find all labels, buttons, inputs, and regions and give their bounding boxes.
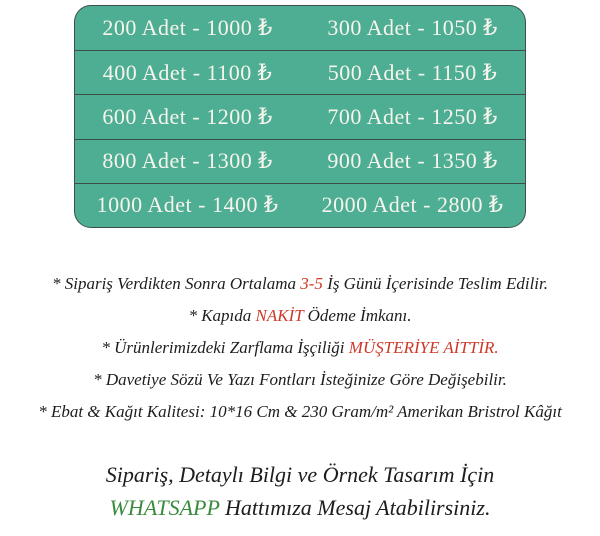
price-cell-right: 2000 Adet - 2800 ₺ (321, 192, 504, 218)
note-highlight: NAKİT (255, 306, 304, 325)
table-row (75, 6, 525, 50)
note-line (0, 396, 600, 428)
footer-cta-line2 (0, 491, 600, 524)
table-row (75, 94, 525, 138)
note-highlight: 3-5 (300, 274, 323, 293)
table-row (75, 50, 525, 94)
footer-cta (0, 458, 600, 524)
note-highlight: MÜŞTERİYE AİTTİR. (348, 338, 499, 357)
flyer-page (0, 5, 600, 536)
note-text: * Ürünlerimizdeki Zarflama İşçiliği (101, 338, 349, 357)
price-cell-left: 1000 Adet - 1400 ₺ (96, 192, 279, 218)
table-row (75, 183, 525, 227)
note-line (0, 300, 600, 332)
note-line (0, 364, 600, 396)
whatsapp-label: WHATSAPP (109, 495, 220, 520)
note-line (0, 332, 600, 364)
price-cell-left: 200 Adet - 1000 ₺ (102, 15, 273, 41)
price-cell-right: 500 Adet - 1150 ₺ (327, 59, 498, 85)
note-text: * Davetiye Sözü Ve Yazı Fontları İsteğinize Göre Değişebilir. (93, 370, 507, 389)
price-cell-right: 700 Adet - 1250 ₺ (327, 103, 498, 129)
footer-cta-line2-rest: Hattımıza Mesaj Atabilirsiniz. (219, 495, 491, 520)
price-cell-left: 400 Adet - 1100 ₺ (102, 59, 273, 85)
price-cell-right: 900 Adet - 1350 ₺ (327, 148, 498, 174)
price-cell-left: 600 Adet - 1200 ₺ (102, 103, 273, 129)
footer-cta-line1: Sipariş, Detaylı Bilgi ve Örnek Tasarım İçin (105, 462, 495, 487)
note-text: * Kapıda (188, 306, 256, 325)
note-text: Ödeme İmkanı. (303, 306, 412, 325)
price-cell-right: 300 Adet - 1050 ₺ (327, 15, 498, 41)
note-text: * Sipariş Verdikten Sonra Ortalama (52, 274, 301, 293)
note-text: İş Günü İçerisinde Teslim Edilir. (322, 274, 548, 293)
pricing-table (74, 5, 526, 228)
price-cell-left: 800 Adet - 1300 ₺ (102, 148, 273, 174)
note-line (0, 268, 600, 300)
note-text: * Ebat & Kağıt Kalitesi: 10*16 Cm & 230 Gram/m² Amerikan Bristrol Kâğıt (38, 402, 562, 421)
notes-section (0, 268, 600, 428)
table-row (75, 139, 525, 183)
